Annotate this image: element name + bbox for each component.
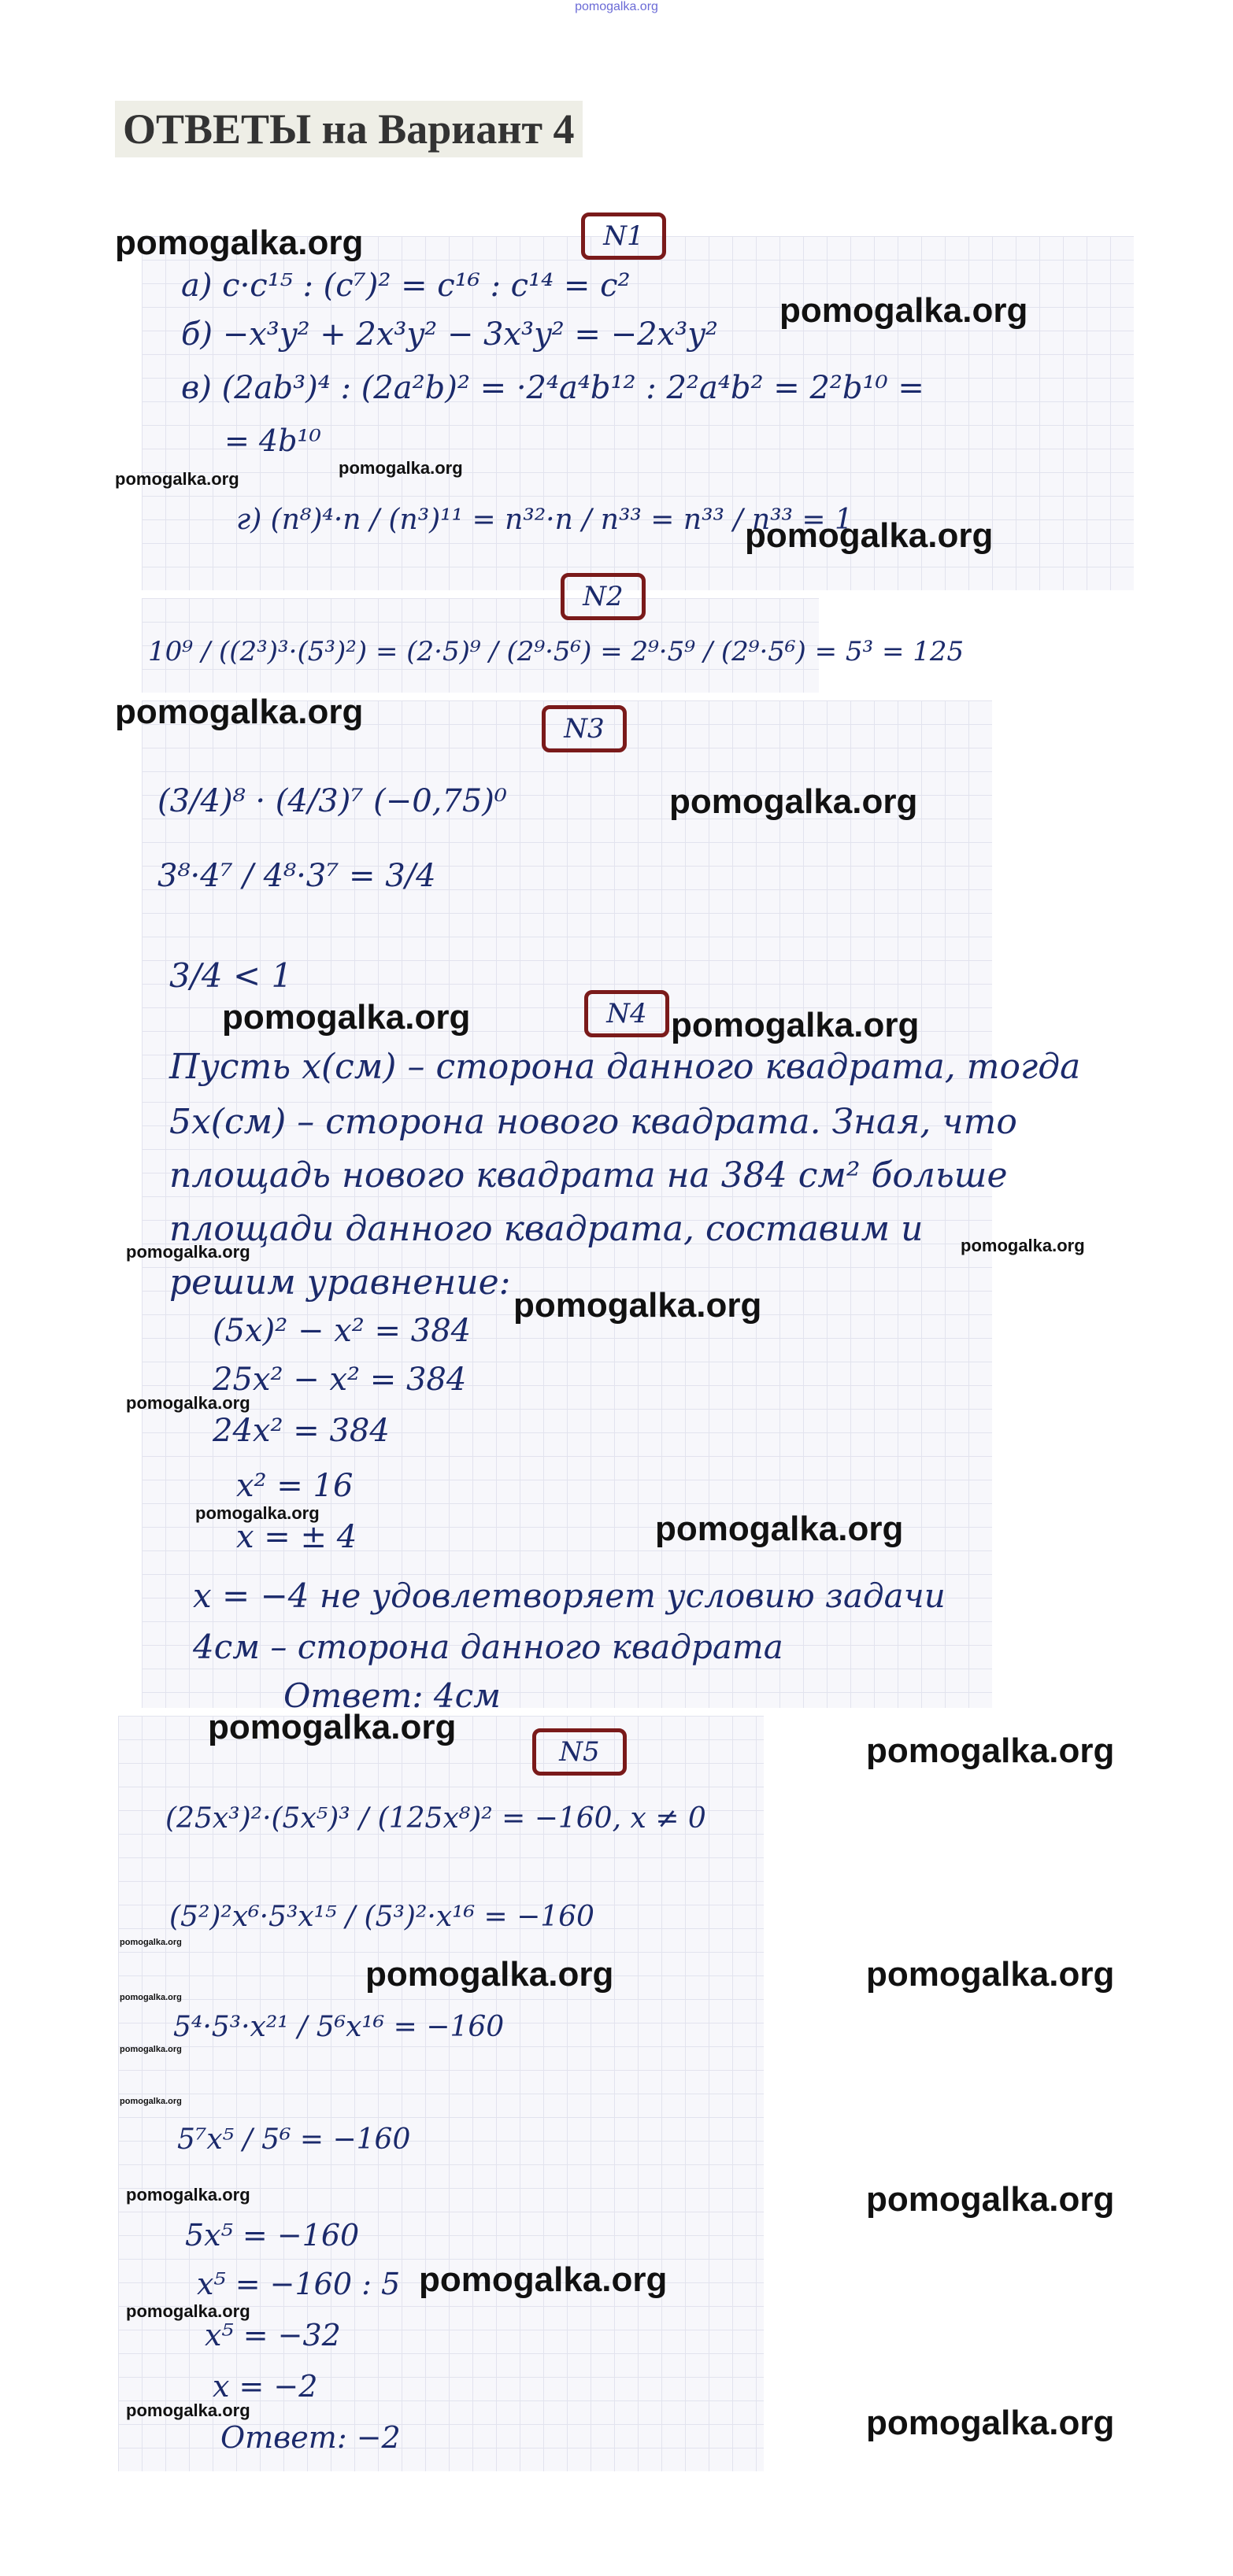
top-site-link[interactable]: pomogalka.org [575,0,658,13]
watermark: pomogalka.org [339,458,463,478]
task4-conclusion-2: 4см – сторона данного квадрата [193,1628,783,1666]
watermark: pomogalka.org [513,1286,762,1325]
watermark: pomogalka.org [866,1732,1115,1770]
task4-answer: Ответ: 4см [283,1676,501,1715]
task3-line-1: (3/4)⁸ · (4/3)⁷ (−0,75)⁰ [157,783,507,819]
watermark: pomogalka.org [866,1955,1115,1994]
task2-line: 10⁹ / ((2³)³·(5³)²) = (2·5)⁹ / (2⁹·5⁶) = 2⁹·5⁹ / (2⁹·5⁶) = 5³ = 125 [148,636,965,667]
watermark: pomogalka.org [655,1510,904,1548]
task-label-n1: N1 [581,213,666,260]
task5-answer: Ответ: −2 [220,2420,401,2455]
task5-line-3: 5⁴·5³·x²¹ / 5⁶x¹⁶ = −160 [173,2011,505,2043]
watermark: pomogalka.org [208,1708,457,1746]
watermark: pomogalka.org [115,224,364,262]
watermark: pomogalka.org [779,291,1028,330]
task3-line-2: 3⁸·4⁷ / 4⁸·3⁷ = 3/4 [157,858,436,894]
watermark: pomogalka.org [120,2045,182,2054]
task5-line-1: (25x³)²·(5x⁵)³ / (125x⁸)² = −160, x ≠ 0 [165,1802,706,1835]
watermark: pomogalka.org [126,2400,250,2420]
watermark: pomogalka.org [115,693,364,731]
watermark: pomogalka.org [961,1236,1085,1255]
task1-line-a: а) c·c¹⁵ : (c⁷)² = c¹⁶ : c¹⁴ = c² [181,268,631,304]
task4-eq-5: x = ± 4 [236,1519,357,1555]
task4-eq-4: x² = 16 [236,1468,354,1504]
task4-eq-2: 25x² − x² = 384 [213,1362,467,1398]
page-title: ОТВЕТЫ на Вариант 4 [115,101,583,157]
task3-line-3: 3/4 < 1 [169,956,293,995]
watermark: pomogalka.org [671,1006,920,1044]
task-label-n3: N3 [542,705,627,752]
watermark: pomogalka.org [126,1242,250,1262]
watermark: pomogalka.org [669,782,918,821]
watermark: pomogalka.org [419,2260,668,2299]
watermark: pomogalka.org [365,1955,614,1994]
task4-text-2: 5x(см) – сторона нового квадрата. Зная, что [169,1102,1017,1142]
task4-text-1: Пусть x(см) – сторона данного квадрата, тогда [169,1047,1081,1087]
task-label-n4: N4 [584,990,669,1037]
watermark: pomogalka.org [120,2097,182,2106]
watermark: pomogalka.org [115,469,239,489]
task5-line-7: x⁵ = −32 [205,2318,341,2352]
watermark: pomogalka.org [126,2185,250,2205]
task4-eq-1: (5x)² − x² = 384 [213,1313,472,1349]
task-label-n2: N2 [561,573,646,620]
task1-line-g: г) (n⁸)⁴·n / (n³)¹¹ = n³²·n / n³³ = n³³ / n³³ = 1 [236,504,853,536]
watermark: pomogalka.org [126,2301,250,2321]
task4-eq-3: 24x² = 384 [213,1413,390,1449]
task4-text-4: площади данного квадрата, составим и [169,1209,924,1249]
task4-text-5: решим уравнение: [169,1262,511,1303]
task5-line-4: 5⁷x⁵ / 5⁶ = −160 [177,2123,411,2156]
watermark: pomogalka.org [866,2404,1115,2442]
watermark: pomogalka.org [120,1938,182,1947]
task5-line-8: x = −2 [213,2369,318,2404]
task4-conclusion-1: x = −4 не удовлетворяет условию задачи [193,1576,946,1615]
task5-line-6: x⁵ = −160 : 5 [197,2267,401,2301]
notebook-photo-3 [142,700,992,1708]
task5-line-5: 5x⁵ = −160 [185,2218,360,2253]
task5-line-2: (5²)²x⁶·5³x¹⁵ / (5³)²·x¹⁶ = −160 [169,1901,594,1933]
watermark: pomogalka.org [222,998,471,1037]
watermark: pomogalka.org [745,516,994,555]
task1-line-v2: = 4b¹⁰ [224,423,321,458]
task4-text-3: площадь нового квадрата на 384 см² больше [169,1155,1008,1196]
watermark: pomogalka.org [195,1503,320,1523]
task1-line-v: в) (2ab³)⁴ : (2a²b)² = ·2⁴a⁴b¹² : 2²a⁴b² = 2²b¹⁰ = [181,370,924,406]
watermark: pomogalka.org [126,1393,250,1413]
watermark: pomogalka.org [866,2180,1115,2219]
task1-line-b: б) −x³y² + 2x³y² − 3x³y² = −2x³y² [181,316,718,353]
task-label-n5: N5 [532,1728,627,1776]
watermark: pomogalka.org [120,1993,182,2002]
